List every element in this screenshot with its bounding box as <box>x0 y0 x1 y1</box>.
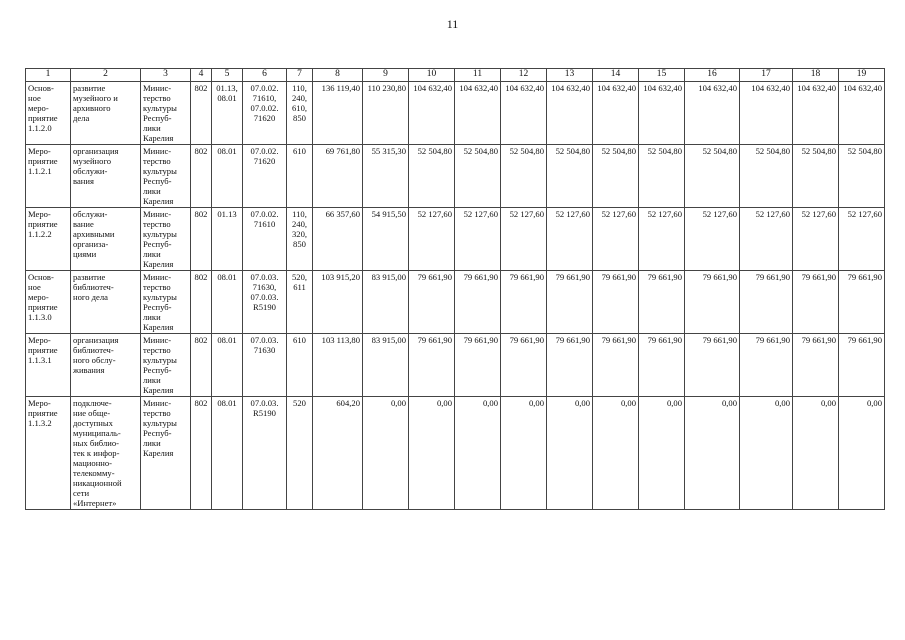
header-cell: 10 <box>409 69 455 82</box>
amount-cell: 52 127,60 <box>547 208 593 271</box>
amount-cell: 79 661,90 <box>547 334 593 397</box>
expense-type-cell: 110, 240, 320, 850 <box>287 208 313 271</box>
page-number: 11 <box>446 17 459 31</box>
executor-cell: Минис- терство культуры Респуб- лики Карелия <box>141 271 191 334</box>
amount-cell: 79 661,90 <box>455 334 501 397</box>
header-cell: 1 <box>26 69 71 82</box>
target-article-cell: 07.0.02. 71610, 07.0.02. 71620 <box>243 82 287 145</box>
event-name-cell: организация библиотеч- ного обслу- живания <box>71 334 141 397</box>
executor-cell: Минис- терство культуры Респуб- лики Карелия <box>141 397 191 510</box>
amount-cell: 0,00 <box>793 397 839 510</box>
amount-cell: 52 127,60 <box>793 208 839 271</box>
header-cell: 16 <box>685 69 740 82</box>
header-cell: 13 <box>547 69 593 82</box>
amount-cell: 103 915,20 <box>313 271 363 334</box>
executor-cell: Минис- терство культуры Респуб- лики Карелия <box>141 82 191 145</box>
header-cell: 5 <box>212 69 243 82</box>
table-row <box>26 271 885 334</box>
grbs-code-cell: 802 <box>191 271 212 334</box>
amount-cell: 0,00 <box>501 397 547 510</box>
expense-type-cell: 520, 611 <box>287 271 313 334</box>
amount-cell: 79 661,90 <box>685 271 740 334</box>
header-cell: 14 <box>593 69 639 82</box>
amount-cell: 0,00 <box>740 397 793 510</box>
amount-cell: 0,00 <box>839 397 885 510</box>
grbs-code-cell: 802 <box>191 208 212 271</box>
amount-cell: 52 504,80 <box>547 145 593 208</box>
expense-type-cell: 610 <box>287 145 313 208</box>
amount-cell: 83 915,00 <box>363 271 409 334</box>
amount-cell: 79 661,90 <box>740 334 793 397</box>
amount-cell: 0,00 <box>685 397 740 510</box>
amount-cell: 104 632,40 <box>501 82 547 145</box>
section-code-cell: 08.01 <box>212 271 243 334</box>
table-row <box>26 145 885 208</box>
amount-cell: 604,20 <box>313 397 363 510</box>
table-row <box>26 82 885 145</box>
amount-cell: 104 632,40 <box>740 82 793 145</box>
event-name-cell: развитие библиотеч- ного дела <box>71 271 141 334</box>
section-code-cell: 08.01 <box>212 145 243 208</box>
expense-type-cell: 520 <box>287 397 313 510</box>
amount-cell: 104 632,40 <box>455 82 501 145</box>
event-code-cell: Меро- приятие 1.1.2.1 <box>26 145 71 208</box>
header-cell: 8 <box>313 69 363 82</box>
amount-cell: 52 127,60 <box>839 208 885 271</box>
amount-cell: 54 915,50 <box>363 208 409 271</box>
amount-cell: 52 127,60 <box>740 208 793 271</box>
amount-cell: 79 661,90 <box>685 334 740 397</box>
amount-cell: 79 661,90 <box>409 271 455 334</box>
amount-cell: 104 632,40 <box>409 82 455 145</box>
target-article-cell: 07.0.03. 71630, 07.0.03. R5190 <box>243 271 287 334</box>
section-code-cell: 01.13 <box>212 208 243 271</box>
table-row <box>26 397 885 510</box>
table-row <box>26 208 885 271</box>
header-cell: 11 <box>455 69 501 82</box>
amount-cell: 79 661,90 <box>793 271 839 334</box>
amount-cell: 104 632,40 <box>547 82 593 145</box>
amount-cell: 52 127,60 <box>455 208 501 271</box>
executor-cell: Минис- терство культуры Респуб- лики Карелия <box>141 334 191 397</box>
header-cell: 18 <box>793 69 839 82</box>
amount-cell: 0,00 <box>547 397 593 510</box>
header-cell: 17 <box>740 69 793 82</box>
event-code-cell: Меро- приятие 1.1.3.2 <box>26 397 71 510</box>
amount-cell: 79 661,90 <box>455 271 501 334</box>
amount-cell: 52 504,80 <box>593 145 639 208</box>
amount-cell: 0,00 <box>409 397 455 510</box>
amount-cell: 79 661,90 <box>409 334 455 397</box>
event-code-cell: Основ- ное меро- приятие 1.1.3.0 <box>26 271 71 334</box>
amount-cell: 79 661,90 <box>593 334 639 397</box>
header-cell: 12 <box>501 69 547 82</box>
amount-cell: 79 661,90 <box>639 271 685 334</box>
amount-cell: 79 661,90 <box>839 271 885 334</box>
header-cell: 3 <box>141 69 191 82</box>
header-cell: 9 <box>363 69 409 82</box>
grbs-code-cell: 802 <box>191 334 212 397</box>
amount-cell: 136 119,40 <box>313 82 363 145</box>
amount-cell: 52 504,80 <box>793 145 839 208</box>
header-cell: 2 <box>71 69 141 82</box>
table-row <box>26 334 885 397</box>
amount-cell: 52 504,80 <box>455 145 501 208</box>
amount-cell: 52 504,80 <box>501 145 547 208</box>
target-article-cell: 07.0.03. 71630 <box>243 334 287 397</box>
amount-cell: 79 661,90 <box>793 334 839 397</box>
amount-cell: 103 113,80 <box>313 334 363 397</box>
section-code-cell: 08.01 <box>212 397 243 510</box>
header-cell: 15 <box>639 69 685 82</box>
event-name-cell: подключе- ние обще- доступных муниципаль- ных библио- тек к инфор- мационно- телекомму- никационной сети «Интернет» <box>71 397 141 510</box>
section-code-cell: 01.13, 08.01 <box>212 82 243 145</box>
target-article-cell: 07.0.02. 71620 <box>243 145 287 208</box>
event-name-cell: развитие музейного и архивного дела <box>71 82 141 145</box>
header-row <box>26 69 885 82</box>
amount-cell: 52 127,60 <box>685 208 740 271</box>
amount-cell: 79 661,90 <box>501 271 547 334</box>
amount-cell: 79 661,90 <box>547 271 593 334</box>
section-code-cell: 08.01 <box>212 334 243 397</box>
amount-cell: 110 230,80 <box>363 82 409 145</box>
expense-type-cell: 610 <box>287 334 313 397</box>
amount-cell: 79 661,90 <box>593 271 639 334</box>
grbs-code-cell: 802 <box>191 145 212 208</box>
amount-cell: 104 632,40 <box>593 82 639 145</box>
target-article-cell: 07.0.02. 71610 <box>243 208 287 271</box>
budget-table <box>25 68 885 510</box>
amount-cell: 52 504,80 <box>740 145 793 208</box>
grbs-code-cell: 802 <box>191 397 212 510</box>
event-code-cell: Основ- ное меро- приятие 1.1.2.0 <box>26 82 71 145</box>
amount-cell: 52 504,80 <box>839 145 885 208</box>
grbs-code-cell: 802 <box>191 82 212 145</box>
amount-cell: 79 661,90 <box>839 334 885 397</box>
amount-cell: 0,00 <box>593 397 639 510</box>
amount-cell: 52 127,60 <box>501 208 547 271</box>
amount-cell: 79 661,90 <box>740 271 793 334</box>
amount-cell: 0,00 <box>363 397 409 510</box>
amount-cell: 52 127,60 <box>409 208 455 271</box>
header-cell: 4 <box>191 69 212 82</box>
executor-cell: Минис- терство культуры Респуб- лики Карелия <box>141 145 191 208</box>
amount-cell: 52 504,80 <box>639 145 685 208</box>
amount-cell: 104 632,40 <box>685 82 740 145</box>
amount-cell: 79 661,90 <box>639 334 685 397</box>
event-name-cell: организация музейного обслужи- вания <box>71 145 141 208</box>
amount-cell: 83 915,00 <box>363 334 409 397</box>
executor-cell: Минис- терство культуры Респуб- лики Карелия <box>141 208 191 271</box>
amount-cell: 0,00 <box>639 397 685 510</box>
event-code-cell: Меро- приятие 1.1.3.1 <box>26 334 71 397</box>
amount-cell: 52 504,80 <box>685 145 740 208</box>
event-name-cell: обслужи- вание архивными организа- циями <box>71 208 141 271</box>
amount-cell: 66 357,60 <box>313 208 363 271</box>
amount-cell: 52 127,60 <box>593 208 639 271</box>
header-cell: 7 <box>287 69 313 82</box>
header-cell: 19 <box>839 69 885 82</box>
event-code-cell: Меро- приятие 1.1.2.2 <box>26 208 71 271</box>
amount-cell: 52 504,80 <box>409 145 455 208</box>
amount-cell: 104 632,40 <box>839 82 885 145</box>
header-cell: 6 <box>243 69 287 82</box>
amount-cell: 0,00 <box>455 397 501 510</box>
amount-cell: 52 127,60 <box>639 208 685 271</box>
expense-type-cell: 110, 240, 610, 850 <box>287 82 313 145</box>
target-article-cell: 07.0.03. R5190 <box>243 397 287 510</box>
amount-cell: 104 632,40 <box>639 82 685 145</box>
amount-cell: 55 315,30 <box>363 145 409 208</box>
amount-cell: 79 661,90 <box>501 334 547 397</box>
amount-cell: 104 632,40 <box>793 82 839 145</box>
amount-cell: 69 761,80 <box>313 145 363 208</box>
